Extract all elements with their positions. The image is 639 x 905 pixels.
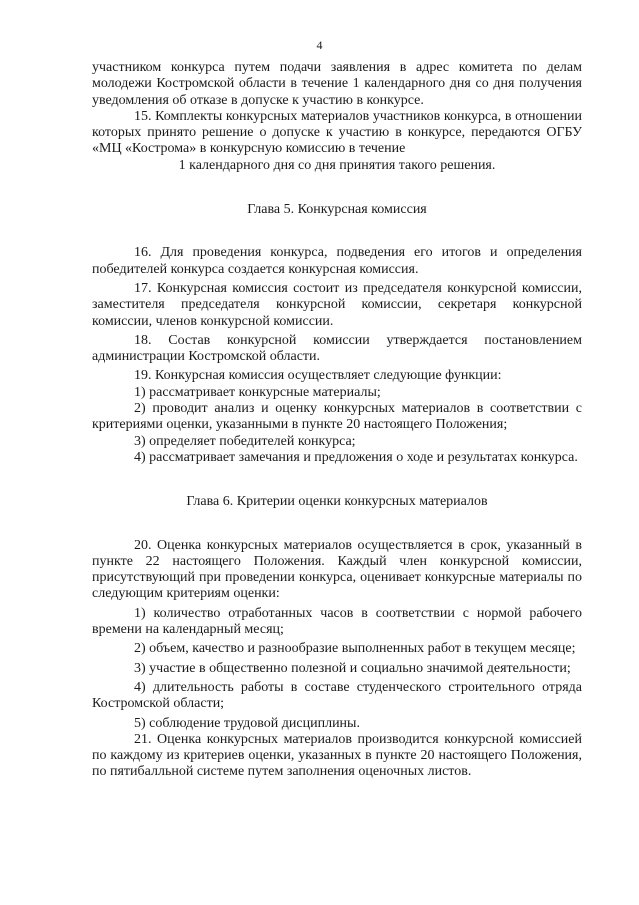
document-body xyxy=(92,60,582,781)
paragraph-18: 18. Состав конкурсной комиссии утверждается постановлением администрации Костромской области. xyxy=(92,332,582,365)
list-item: 1) количество отработанных часов в соответствии с нормой рабочего времени на календарный месяц; xyxy=(92,605,582,638)
page-number: 4 xyxy=(316,38,323,52)
list-item: 2) объем, качество и разнообразие выполненных работ в текущем месяце; xyxy=(134,641,576,657)
paragraph-15-continued: 1 календарного дня со дня принятия такого решения. xyxy=(178,157,496,173)
list-item: 5) соблюдение трудовой дисциплины. xyxy=(134,715,360,731)
list-item: 1) рассматривает конкурсные материалы; xyxy=(134,384,381,400)
list-item: 2) проводит анализ и оценку конкурсных материалов в соответствии с критериями оценки, указанными в пункте 20 настоящего Положения; xyxy=(92,401,582,433)
list-item: 4) рассматривает замечания и предложения о ходе и результатах конкурса. xyxy=(134,449,578,465)
chapter-5-heading: Глава 5. Конкурсная комиссия xyxy=(247,202,427,218)
paragraph-16: 16. Для проведения конкурса, подведения его итогов и определения победителей конкурса создается конкурсная комиссия. xyxy=(92,245,582,277)
list-item: 4) длительность работы в составе студенческого строительного отряда Костромской области; xyxy=(92,679,582,712)
paragraph-19: 19. Конкурсная комиссия осуществляет следующие функции: xyxy=(134,368,502,384)
chapter-6-heading: Глава 6. Критерии оценки конкурсных материалов xyxy=(186,494,488,510)
paragraph-21: 21. Оценка конкурсных материалов производится конкурсной комиссией по каждому из критериев оценки, указанных в пункте 20 настоящего Положения, по пятибалльной системе путем заполнения оценочных листов. xyxy=(92,731,582,780)
list-item: 3) участие в общественно полезной и социально значимой деятельности; xyxy=(134,660,571,676)
paragraph-17: 17. Конкурсная комиссия состоит из председателя конкурсной комиссии, заместителя председателя конкурсной комиссии, секретаря конкурсной комиссии, членов конкурсной комиссии. xyxy=(92,280,582,329)
paragraph-15: 15. Комплекты конкурсных материалов участников конкурса, в отношении которых принято решение о допуске к участию в конкурсе, передаются ОГБУ «МЦ «Кострома» в конкурсную комиссию в течение xyxy=(92,108,582,157)
paragraph-20: 20. Оценка конкурсных материалов осуществляется в срок, указанный в пункте 22 настоящего Положения. Каждый член конкурсной комиссии, присутствующий при проведении конкурса, оценивает конкурсные материалы по следующим критериям оценки: xyxy=(92,537,582,602)
paragraph: участником конкурса путем подачи заявления в адрес комитета по делам молодежи Костромской области в течение 1 календарного дня со дня получения уведомления об отказе в допуске к участию в конкурсе. xyxy=(92,60,582,108)
list-item: 3) определяет победителей конкурса; xyxy=(134,433,356,449)
